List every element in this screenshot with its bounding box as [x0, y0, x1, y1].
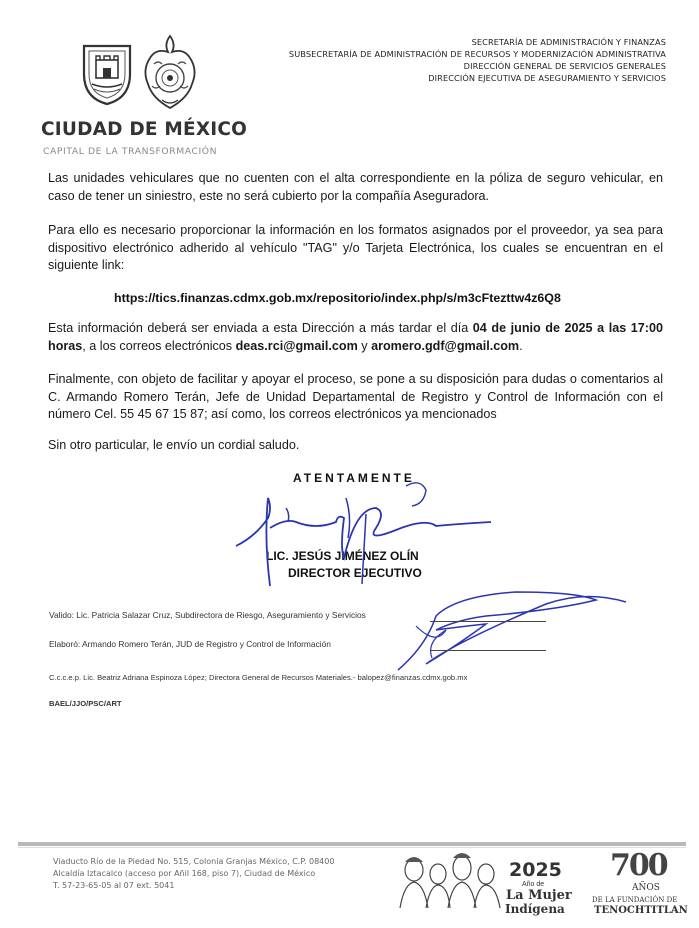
brand-title: CIUDAD DE MÉXICO [41, 119, 248, 140]
footer-divider-thin [18, 847, 686, 848]
valido-note: Valido: Lic. Patricia Salazar Cruz, Subdirectora de Riesgo, Aseguramiento y Servicios [49, 610, 366, 620]
p3-text-c: y [357, 338, 372, 353]
closing-text: ATENTAMENTE [293, 471, 415, 485]
year-2025: 2025 [509, 859, 562, 881]
elaboro-note: Elaboró: Armando Romero Terán, JUD de Registro y Control de Información [49, 639, 331, 649]
header-line-2: SUBSECRETARÍA DE ADMINISTRACIÓN DE RECURSOS Y MODERNIZACIÓN ADMINISTRATIVA [288, 49, 666, 59]
indigenous-women-illustration-icon [396, 848, 506, 908]
tenochtitlan-label: TENOCHTITLAN [594, 905, 688, 916]
eagle-seal-icon [140, 34, 200, 114]
paragraph-2: Para ello es necesario proporcionar la información en los formatos asignados por el proveedor, ya sea para dispositivo electrónico adherido al vehículo "TAG" y/o Tarjeta Electrónica, los cuales se encuentran en el siguiente link: [48, 223, 663, 272]
footer-divider [18, 842, 686, 846]
elaboro-line [430, 650, 546, 651]
paragraph-5: Sin otro particular, le envío un cordial saludo. [48, 438, 300, 452]
signer-name: LIC. JESÚS JIMÉNEZ OLÍN [266, 549, 419, 563]
repository-link[interactable]: https://tics.finanzas.cdmx.gob.mx/repositorio/index.php/s/m3cFtezttw4z6Q8 [114, 291, 561, 305]
p3-text-d: . [519, 338, 523, 353]
valido-line [430, 621, 546, 622]
paragraph-3 [48, 320, 663, 355]
header-line-3: DIRECCIÓN GENERAL DE SERVICIOS GENERALES [463, 61, 666, 71]
reference-initials: BAEL/JJO/PSC/ART [49, 699, 122, 708]
paragraph-4: Finalmente, con objeto de facilitar y apoyar el proceso, se pone a su disposición para dudas o comentarios al C. Armando Romero Terán, Jefe de Unidad Departamental de Registro y Control de Información con el número Cel. 55 45 67 15 87; así como, los correos electrónicos ya mencionados [48, 372, 663, 421]
brand-subtitle: CAPITAL DE LA TRANSFORMACIÓN [43, 146, 218, 157]
anos-label: AÑOS [632, 883, 660, 893]
indigena-label: Indígena [505, 902, 565, 916]
anniversary-number: 700 [610, 848, 667, 883]
header-line-4: DIRECCIÓN EJECUTIVA DE ASEGURAMIENTO Y SERVICIOS [428, 73, 666, 83]
email-link-2[interactable]: aromero.gdf@gmail.com [371, 338, 520, 353]
deadline-date: 04 de junio de 2025 a las 17:00 horas [48, 321, 663, 353]
coat-of-arms-icon [78, 40, 136, 108]
ccp-note: C.c.c.e.p. Lic. Beatriz Adriana Espinoza López; Directora General de Recursos Materiales.- balopez@finanzas.cdmx.gob.mx [49, 673, 468, 682]
paragraph-1: Las unidades vehiculares que no cuenten con el alta correspondiente en la póliza de seguro vehicular, en caso de tener un siniestro, este no será cubierto por la compañía Aseguradora. [48, 171, 663, 203]
fundacion-label: DE LA FUNDACIÓN DE [592, 896, 678, 904]
header-line-1: SECRETARÍA DE ADMINISTRACIÓN Y FINANZAS [471, 37, 666, 47]
p3-text-b: , a los correos electrónicos [82, 338, 236, 353]
footer-address-2: Alcaldía Iztacalco (acceso por Añil 168, piso 7), Ciudad de México [53, 869, 316, 878]
initial-signature-icon [396, 586, 636, 676]
footer-address-1: Viaducto Río de la Piedad No. 515, Colonia Granjas México, C.P. 08400 [53, 857, 335, 866]
year-of-label: Año de [522, 881, 545, 888]
mujer-label: La Mujer [506, 888, 572, 903]
signer-title: DIRECTOR EJECUTIVO [288, 566, 422, 580]
main-signature-icon [226, 478, 506, 598]
p3-text-a: Esta información deberá ser enviada a esta Dirección a más tardar el día [48, 321, 473, 335]
email-link-1[interactable]: deas.rci@gmail.com [235, 338, 358, 353]
footer-phone: T. 57-23-65-05 al 07 ext. 5041 [53, 881, 175, 890]
